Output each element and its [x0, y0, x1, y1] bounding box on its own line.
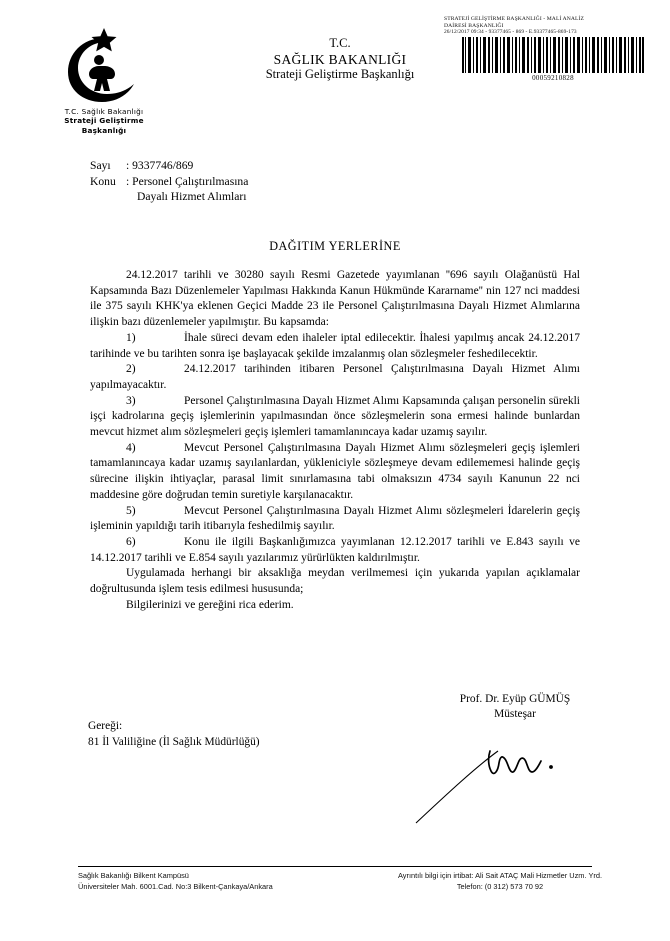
document-footer: [78, 871, 608, 892]
meta-row-konu: Konu : Personel Çalıştırılmasına: [90, 174, 249, 188]
konu-label: Konu: [90, 174, 116, 188]
sayi-label: Sayı: [90, 159, 111, 172]
body-item-3: [90, 394, 580, 441]
body-item-6: [90, 535, 580, 566]
body-closing-2: Bilgilerinizi ve gereğini rica ederim.: [126, 598, 294, 611]
body-item-4: [90, 441, 580, 504]
body-item-2: [90, 362, 580, 393]
body-intro-paragraph: 24.12.2017 tarihli ve 30280 sayılı Resmi Gazetede yayımlanan ''696 sayılı Olağanüstü Hal Kapsamında Bazı Düzenlemeler Yapılması Hakkında Kanun Hükmünde Kararname'' nin 127 nci maddesi ile 375 sayılı KHK'ya eklenen Geçici Madde 23 ile Personel Çalıştırılmasına Dayalı Hizmet Alımlarına ilişkin bazı düzenlemeler yapılmıştır. Bu kapsamda:: [90, 269, 580, 329]
item-6-text: Konu ile ilgili Başkanlığımızca yayımlanan 12.12.2017 tarihli ve E.843 sayılı ve 14.12.2017 tarihli ve E.854 sayılı yazılarımız yürürlükten kaldırılmıştır.: [90, 535, 580, 564]
stamp-unit-line1: STRATEJİ GELİŞTİRME BAŞKANLIĞI - MALİ ANALİZ: [444, 16, 585, 22]
esignature-stamp: [444, 16, 662, 82]
title-line-department: Strateji Geliştirme Başkanlığı: [265, 67, 415, 81]
ministry-of-health-crescent-star-figure-logo: [56, 28, 152, 104]
barcode: [462, 37, 644, 73]
signatory-name: Prof. Dr. Eyüp GÜMÜŞ: [459, 693, 571, 705]
konu-value: Personel Çalıştırılmasına: [132, 174, 249, 188]
footer-address-line2: Üniversiteler Mah. 6001.Cad. No:3 Bilkent-Çankaya/Ankara: [78, 881, 273, 891]
item-5-text: Mevcut Personel Çalıştırılmasına Dayalı Hizmet Alımı sözleşmeleri İdarelerin geçiş işleminin yapıldığı tarih itibarıyla feshedilmiş sayılır.: [90, 504, 580, 533]
ministry-logo-block: [34, 28, 174, 135]
item-1-number: 1): [126, 331, 136, 344]
logo-caption-line3: Başkanlığı: [81, 125, 127, 135]
stamp-unit-line2: DAİRESİ BAŞKANLIĞI: [444, 22, 504, 29]
footer-address: [78, 871, 273, 892]
item-4-number: 4): [126, 441, 136, 454]
footer-address-line1: Sağlık Bakanlığı Bilkent Kampüsü: [78, 871, 189, 880]
meta-row-konu-cont: [90, 189, 248, 205]
body-item-5: [90, 504, 580, 535]
item-2-number: 2): [126, 363, 136, 376]
title-line-tc: T.C.: [329, 36, 351, 50]
barcode-number: 00059210828: [532, 74, 574, 83]
logo-caption-line1: T.C. Sağlık Bakanlığı: [64, 107, 144, 116]
body-item-1: [90, 331, 580, 362]
signatory-title: Müsteşar: [494, 707, 536, 720]
handwritten-signature: [378, 715, 578, 825]
distribution-value: 81 İl Valiliğine (İl Sağlık Müdürlüğü): [88, 736, 260, 748]
footer-contact-line1: Ayrıntılı bilgi için irtibat: Ali Sait ATAÇ Mali Hizmetler Uzm. Yrd.: [398, 871, 602, 880]
footer-contact-line2: Telefon: (0 312) 573 70 92: [456, 881, 544, 891]
document-body: [90, 268, 580, 613]
signature-block: [400, 692, 630, 721]
distribution-block: [88, 718, 260, 750]
meta-row-sayi: Sayı : 9337746/869: [90, 159, 194, 172]
footer-divider: [78, 866, 592, 867]
addressee-heading: DAĞITIM YERLERİNE: [269, 239, 401, 253]
item-6-number: 6): [126, 535, 136, 548]
item-5-number: 5): [126, 504, 136, 517]
document-meta: [90, 158, 248, 205]
body-closing-1: Uygulamada herhangi bir aksaklığa meydan verilmemesi için yukarıda yapılan açıklamalar doğrultusunda işlem tesis edilmesi hususunda;: [90, 567, 580, 596]
title-line-ministry: SAĞLIK BAKANLIĞI: [273, 51, 407, 67]
item-1-text: İhale süreci devam eden ihaleler iptal edilecektir. İhalesi yapılmış ancak 24.12.2017 tarihinde ve bu tarihten sonra işe başlayacak şekilde imzalanmış olan sözleşmeler feshedilecektir.: [90, 331, 580, 360]
logo-caption-line2: Strateji Geliştirme: [64, 116, 144, 125]
stamp-reference: 26/12/2017 09:34 - 93377465 - 869 - E.93377465-869-173: [444, 29, 577, 36]
footer-contact: [398, 871, 608, 892]
item-2-text: 24.12.2017 tarihinden itibaren Personel Çalıştırılmasına Dayalı Hizmet Alımı yapılmayacaktır.: [90, 363, 580, 391]
document-header: [0, 0, 670, 150]
item-3-number: 3): [126, 394, 136, 407]
item-4-text: Mevcut Personel Çalıştırılmasına Dayalı Hizmet Alımı sözleşmeleri geçiş işlemleri tamamlanıncaya kadar uzamış sayılanlardan, yükleniciyle sözleşmeye devam edilememesi halinde geçiş sürecine ilişkin ihtiyaçlar, parasal limit sınırlamasına tabi olmaksızın 4734 sayılı Kanunun 22 nci maddesine göre doğrudan temin suretiyle karşılanacaktır.: [90, 441, 580, 501]
konu-value-2: Dayalı Hizmet Alımları: [137, 190, 247, 203]
sayi-value: 9337746/869: [132, 159, 194, 172]
item-3-text: Personel Çalıştırılmasına Dayalı Hizmet Alımı Kapsamında çalışan personelin sürekli işçi kadrolarına geçiş işlemlerinin yapılmasından önce sözleşmelerin sona ermesi halinde bunlardan mevcut hizmet alım sözleşmeleri geçiş işlemleri tamamlanıncaya kadar uzamış sayılır.: [90, 394, 580, 439]
distribution-label: Gereği:: [88, 720, 123, 732]
